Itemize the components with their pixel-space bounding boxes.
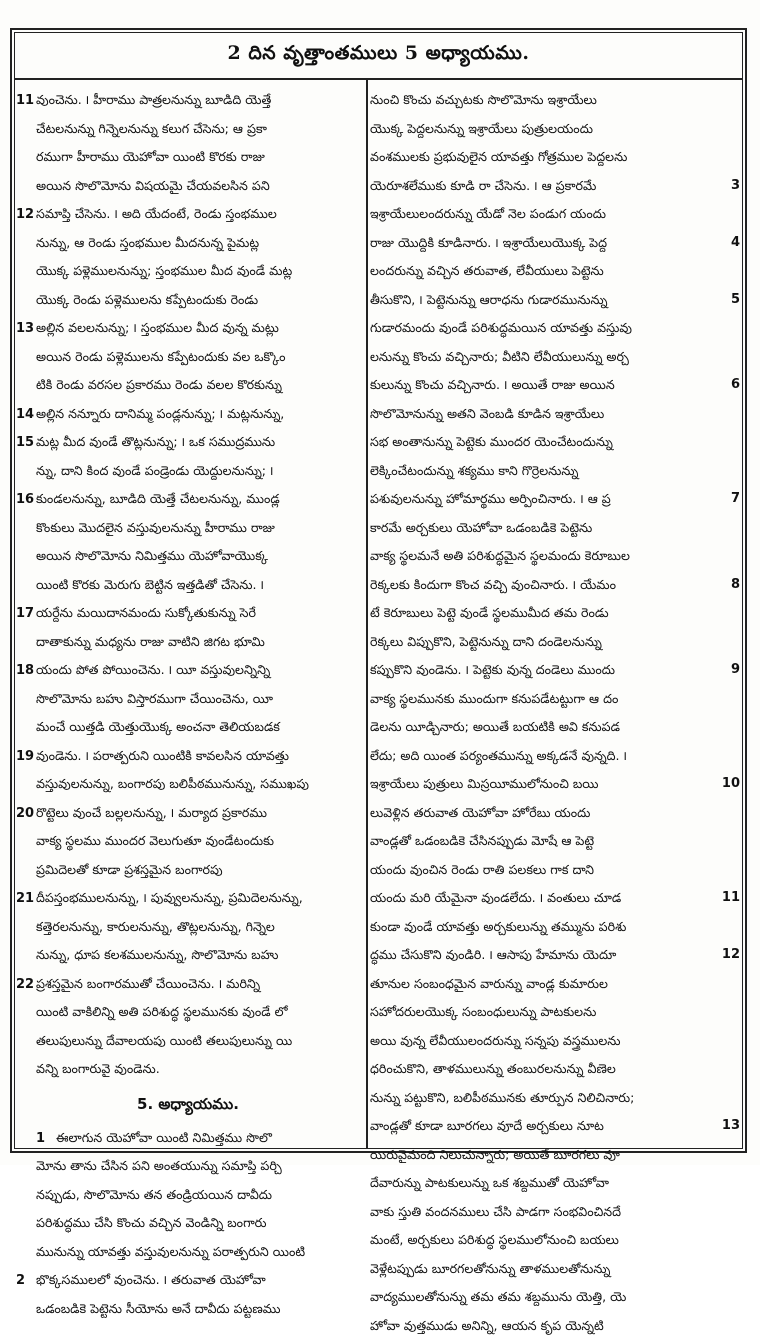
verse-text: రాజు యొద్దికి కూడినారు. ౹ ఇశ్రాయేలుయొక్క పెద్ద xyxy=(370,235,607,250)
verse-text: చేటలనున్ను గిన్నెలనున్ను కలుగ చేసెను; ఆ ప్రకా xyxy=(36,121,267,136)
text-line xyxy=(14,428,362,457)
text-line xyxy=(370,1112,740,1141)
text-line xyxy=(370,970,740,999)
verse-text: వుండెను. ౹ పరాత్పరుని యింటికి కావలసిన యావత్తు xyxy=(36,748,289,763)
verse-text: ప్రమిదెలతో కూడా ప్రశస్తమైన బంగారపు xyxy=(36,862,223,877)
verse-text: అల్లిన నన్నూరు దానిమ్మ పండ్లనున్ను; ౹ మట్లనున్ను, xyxy=(36,406,284,421)
verse-text: ఇశ్రాయేలులందరున్ను యేడో నెల పండుగ యందు xyxy=(370,206,606,221)
verse-text: మోను తాను చేసిన పని అంతయున్ను సమాప్తి పర్చి xyxy=(36,1158,282,1173)
text-line xyxy=(14,172,362,201)
verse-text: యొక్క పళ్లెములనున్ను; స్తంభముల మీద వుండే మట్ల xyxy=(36,263,292,278)
text-line xyxy=(14,913,362,942)
text-line xyxy=(370,827,740,856)
text-line xyxy=(14,713,362,742)
text-line xyxy=(370,1255,740,1284)
verse-text: యింటి కొరకు మెరుగు బెట్టిన ఇత్తడితో చేసెను. ౹ xyxy=(36,577,264,592)
verse-number: 15 xyxy=(16,429,36,458)
verse-text: పశువులనున్ను హోమార్థము అర్పించినారు. ౹ ఆ ప్ర xyxy=(370,491,611,506)
text-line xyxy=(370,314,740,343)
verse-text: దాతాకున్ను మధ్యను రాజు వాటిని జిగట భూమి xyxy=(36,634,265,649)
text-line xyxy=(370,200,740,229)
verse-text: మట్ల మీద వుండే తొట్లనున్ను; ౹ ఒక సముద్రమును xyxy=(36,434,275,449)
text-line xyxy=(370,1226,740,1255)
text-line xyxy=(370,571,740,600)
verse-number: 10 xyxy=(722,770,740,799)
verse-text: పరిశుద్ధము చేసి కొంచు వచ్చిన వెండిన్ని బంగారు xyxy=(36,1215,267,1230)
verse-text: టికి రెండు వరసల ప్రకారము రెండు వలల కొరకున్ను xyxy=(36,377,282,392)
verse-number: 9 xyxy=(731,656,740,685)
verse-number: 19 xyxy=(16,743,36,772)
verse-text: గుడారమందు వుండే పరిశుద్ధమయిన యావత్తు వస్తువు xyxy=(370,320,632,335)
text-line xyxy=(370,172,740,201)
verse-number: 5 xyxy=(731,286,740,315)
text-line xyxy=(370,1084,740,1113)
verse-text: వాండ్లతో కూడా బూరగలు వూదే అర్చకులు నూట xyxy=(370,1118,604,1133)
verse-number: 11 xyxy=(722,884,740,913)
text-line xyxy=(14,571,362,600)
verse-number: 13 xyxy=(722,1112,740,1141)
verse-text: డెలను యీడ్చినారు; అయితే బయటికి అవి కనుపడ xyxy=(370,719,620,734)
text-line xyxy=(14,1266,362,1295)
text-line xyxy=(370,770,740,799)
verse-text: వాక్య స్థలమునకు ముందుగా కనుపడేటట్టుగా ఆ దం xyxy=(370,691,618,706)
text-line xyxy=(370,1141,740,1170)
text-line xyxy=(370,343,740,372)
verse-number: 4 xyxy=(731,229,740,258)
verse-text: యర్దేను మయిదానమందు సుక్కోతుకున్ను సెరే xyxy=(36,605,256,620)
verse-number: 3 xyxy=(731,172,740,201)
verse-text: కారమే అర్చకులు యెహోవా ఒడంబడికె పెట్టెను xyxy=(370,520,592,535)
text-line xyxy=(370,1198,740,1227)
verse-text: వెళ్లేటప్పుడు బూరగలతోనున్ను తాళములతోనున్ను xyxy=(370,1261,610,1276)
text-line xyxy=(370,1055,740,1084)
verse-text: తీసుకొని, ౹ పెట్టెనున్ను ఆరాధను గుడారమునున్ను xyxy=(370,292,607,307)
verse-number: 16 xyxy=(16,486,36,515)
verse-text: దేవారున్ను పాటకులున్ను ఒక శబ్దముతో యెహోవా xyxy=(370,1175,609,1190)
text-line xyxy=(370,656,740,685)
text-line xyxy=(14,1295,362,1324)
verse-text: యొక్క రెండు పళ్లెములను కప్పేటందుకు రెండు xyxy=(36,292,258,307)
text-line xyxy=(370,542,740,571)
text-line xyxy=(370,143,740,172)
verse-number: 13 xyxy=(16,315,36,344)
verse-text: కప్పుకొని వుండెను. ౹ పెట్టెకు వున్న దండెలు ముందు xyxy=(370,662,615,677)
verse-text: యింటి వాకిలిన్ని అతి పరిశుద్ధ స్థలమునకు వుండే లో xyxy=(36,1004,288,1019)
text-line xyxy=(14,628,362,657)
text-line xyxy=(14,941,362,970)
verse-number: 12 xyxy=(722,941,740,970)
verse-text: ఈలాగున యెహోవా యింటి నిమిత్తము సొలొ xyxy=(56,1130,272,1145)
verse-text: అయిన సొలొమోను విషయమై చేయవలసిన పని xyxy=(36,178,270,193)
verse-text: సభ అంతానున్ను పెట్టెకు ముందర యెంచేటందున్ను xyxy=(370,434,613,449)
text-line xyxy=(370,1312,740,1340)
verse-text: లందరున్ను వచ్చిన తరువాత, లేవీయులు పెట్టెను xyxy=(370,263,604,278)
text-line xyxy=(14,143,362,172)
text-line xyxy=(370,1283,740,1312)
text-line xyxy=(14,343,362,372)
text-line xyxy=(370,229,740,258)
verse-number: 8 xyxy=(731,571,740,600)
verse-text: సొలొమోను బహు విస్తారముగా చేయించెను, యీ xyxy=(36,691,273,706)
verse-text: మంచే యిత్తడి యెత్తుయొక్క అంచనా తెలియబడక xyxy=(36,719,280,734)
page-title: 2 దిన వృత్తాంతములు 5 అధ్యాయము. xyxy=(14,32,743,80)
verse-text: యందు వుంచిన రెండు రాతి పలకలు గాక దాని xyxy=(370,862,594,877)
text-line xyxy=(14,1209,362,1238)
text-line xyxy=(14,884,362,913)
text-line xyxy=(14,1238,362,1267)
text-line xyxy=(14,1181,362,1210)
verse-number: 14 xyxy=(16,401,36,430)
verse-text: లువెళ్లిన తరువాత యెహోవా హోరేబు యందు xyxy=(370,805,590,820)
verse-number: 6 xyxy=(731,371,740,400)
text-line xyxy=(14,599,362,628)
verse-text: రెక్కలు విప్పుకొని, పెట్టెనున్ను దాని దండెలనున్ను xyxy=(370,634,602,649)
verse-text: తలుపులున్ను దేవాలయపు యింటి తలుపులున్ను యి xyxy=(36,1033,292,1048)
verse-text: యందు మరి యేమైనా వుండలేదు. ౹ వంతులు చూడ xyxy=(370,890,621,905)
verse-text: సహోదరులయొక్క సంబంధులున్ను పాటకులను xyxy=(370,1004,596,1019)
verse-number: 11 xyxy=(16,87,36,116)
verse-text: వంశములకు ప్రభువులైన యావత్తు గోత్రముల పెద్దలను xyxy=(370,149,627,164)
text-line xyxy=(14,685,362,714)
verse-text: యెరూశలేముకు కూడి రా చేసెను. ౹ ఆ ప్రకారమే xyxy=(370,178,596,193)
text-line xyxy=(370,428,740,457)
verse-text: అయి వున్న లేవీయులందరున్ను సన్నపు వస్త్రములను xyxy=(370,1033,621,1048)
text-line xyxy=(14,970,362,999)
verse-text: దీపస్తంభములనున్ను, ౹ పువ్వులనున్ను, ప్రమిదెలనున్ను, xyxy=(36,890,303,905)
text-line xyxy=(370,400,740,429)
verse-text: వన్ని బంగారువై వుండెను. xyxy=(36,1061,160,1076)
verse-number: 17 xyxy=(16,600,36,629)
text-line xyxy=(370,685,740,714)
text-line xyxy=(370,599,740,628)
verse-text: కొంకులు మొదలైన వస్తువులనున్ను హీరాము రాజు xyxy=(36,520,275,535)
verse-text: మంటే, అర్చకులు పరిశుద్ధ స్థలములోనుంచి బయలు xyxy=(370,1232,619,1247)
verse-text: వాద్యములతోనున్ను తమ తమ శబ్దమును యెత్తి, యె xyxy=(370,1289,626,1304)
text-line xyxy=(14,457,362,486)
text-line xyxy=(14,998,362,1027)
verse-text: భొక్కసములలో వుంచెను. ౹ తరువాత యెహోవా xyxy=(36,1272,266,1287)
chapter-heading: 5. అధ్యాయము. xyxy=(14,1084,362,1124)
verse-text: న్ను, దాని కింద వుండే పండ్రెండు యెద్దులనున్ను; ౹ xyxy=(36,463,273,478)
text-line xyxy=(14,742,362,771)
verse-text: ద్ధము చేసుకొని వుండిరి. ౹ ఆసాపు హేమాను యెదూ xyxy=(370,947,616,962)
verse-number: 20 xyxy=(16,800,36,829)
text-line xyxy=(370,1169,740,1198)
verse-text: నున్ను, ధూప కలశములనున్ను, సొలొమోను బహు xyxy=(36,947,278,962)
verse-text: లనున్ను కొంచు వచ్చినారు; వీటిని లేవీయులున్ను అర్చ xyxy=(370,349,629,364)
text-line xyxy=(14,200,362,229)
text-line xyxy=(370,86,740,115)
text-line xyxy=(370,884,740,913)
verse-text: అయిన సొలొమోను నిమిత్తము యెహోవాయొక్క xyxy=(36,548,268,563)
verse-number: 1 xyxy=(36,1125,56,1154)
text-line xyxy=(370,628,740,657)
verse-text: కుండలనున్ను, బూడిది యెత్తే చేటలనున్ను, ముండ్ల xyxy=(36,491,280,506)
verse-text: ధరించుకొని, తాళములున్ను తంబురలనున్ను వీణెల xyxy=(370,1061,616,1076)
verse-number: 12 xyxy=(16,201,36,230)
text-line xyxy=(370,514,740,543)
verse-text: నుంచి కొంచు వచ్చుటకు సొలొమోను ఇశ్రాయేలు xyxy=(370,92,597,107)
verse-text: రెక్కలకు కిందుగా కొంచ వచ్చి వుంచినారు. ౹ యేమం xyxy=(370,577,616,592)
column-divider xyxy=(366,80,368,1149)
text-line xyxy=(14,542,362,571)
text-line xyxy=(14,286,362,315)
verse-text: సమాప్తి చేసెను. ౹ అది యేదంటే, రెండు స్తంభముల xyxy=(36,206,277,221)
text-line xyxy=(370,998,740,1027)
verse-text: లెక్కించేటందున్ను శక్యము కాని గొర్రెలనున్ను xyxy=(370,463,578,478)
verse-text: వాకు స్తుతి వందనములు చేసి పాడగా సంభవించినదే xyxy=(370,1204,621,1219)
verse-text: కులున్ను కొంచు వచ్చినారు. ౹ అయితే రాజు అయిన xyxy=(370,377,615,392)
text-line xyxy=(370,485,740,514)
text-line xyxy=(370,742,740,771)
verse-text: ప్రశస్తమైన బంగారముతో చేయించెను. ౹ మరిన్ని xyxy=(36,976,260,991)
verse-number: 2 xyxy=(16,1267,36,1296)
verse-text: కత్తెరలనున్ను, కారులనున్ను, తొట్లలనున్ను, గిన్నెల xyxy=(36,919,275,934)
verse-text: వాక్య స్థలమనే అతి పరిశుద్ధమైన స్థలమందు కెరూబుల xyxy=(370,548,630,563)
verse-text: యొక్క పెద్దలనున్ను ఇశ్రాయేలు పుత్రులయందు xyxy=(370,121,593,136)
verse-text: యిరువైమంది నిలుచున్నారు; అయితే బూరగలు వూ xyxy=(370,1147,620,1162)
verse-number: 21 xyxy=(16,885,36,914)
verse-text: తూనుల సంబంధమైన వారున్ను వాండ్ల కుమారుల xyxy=(370,976,608,991)
text-line xyxy=(14,514,362,543)
text-line xyxy=(14,656,362,685)
text-line xyxy=(14,827,362,856)
verse-text: అయిన రెండు పళ్లెములను కప్పేటందుకు వల ఒక్కొం xyxy=(36,349,285,364)
verse-text: వాండ్లతో ఒడంబడికె చేసినప్పుడు మోషే ఆ పెట్టె xyxy=(370,833,594,848)
text-line xyxy=(14,229,362,258)
text-line xyxy=(370,1027,740,1056)
verse-text: కుండా వుండే యావత్తు అర్చకులున్ను తమ్మును పరిశు xyxy=(370,919,626,934)
text-line xyxy=(370,799,740,828)
text-line xyxy=(370,941,740,970)
left-column xyxy=(14,86,362,1147)
text-line xyxy=(370,286,740,315)
text-line xyxy=(14,799,362,828)
verse-number: 22 xyxy=(16,971,36,1000)
text-line xyxy=(14,856,362,885)
text-line xyxy=(370,371,740,400)
verse-text: యందు పోత పోయించెను. ౹ యీ వస్తువులన్నిన్ని xyxy=(36,662,270,677)
verse-text: మునున్ను యావత్తు వస్తువులనున్ను పరాత్పరుని యింటి xyxy=(36,1244,305,1259)
verse-text: లేదు; అది యింత పర్యంతమున్ను అక్కడనే వున్నది. ౹ xyxy=(370,748,627,763)
verse-text: టే కెరూబులు పెట్టె వుండే స్థలముమీద తమ రెండు xyxy=(370,605,609,620)
verse-text: నున్ను, ఆ రెండు స్తంభముల మీదనున్న పైమట్ల xyxy=(36,235,259,250)
right-column xyxy=(370,86,740,1147)
text-line xyxy=(370,713,740,742)
text-line xyxy=(14,1152,362,1181)
text-line xyxy=(14,770,362,799)
text-line xyxy=(370,913,740,942)
verse-text: రముగా హీరాము యెహోవా యింటి కొరకు రాజు xyxy=(36,149,265,164)
text-line xyxy=(370,856,740,885)
text-line xyxy=(370,115,740,144)
text-line xyxy=(14,485,362,514)
text-line xyxy=(14,1027,362,1056)
text-line xyxy=(14,400,362,429)
verse-text: రొట్టెలు వుంచే బల్లలనున్ను, ౹ మర్యాద ప్రకారము xyxy=(36,805,267,820)
text-line xyxy=(370,457,740,486)
text-line xyxy=(14,115,362,144)
verse-text: హోవా వుత్తముడు అనిన్ని, ఆయన కృప యెన్నటి xyxy=(370,1318,604,1333)
text-line xyxy=(14,86,362,115)
text-line xyxy=(14,257,362,286)
verse-text: వస్తువులనున్ను, బంగారపు బలిపీఠమునున్ను, సముఖపు xyxy=(36,776,309,791)
verse-text: నప్పుడు, సొలొమోను తన తండ్రియయిన దావీదు xyxy=(36,1187,272,1202)
text-line xyxy=(14,1055,362,1084)
verse-text: ఒడంబడికె పెట్టెను సీయోను అనే దావీదు పట్టణము xyxy=(36,1301,280,1316)
verse-text: అల్లిన వలలనున్ను; ౹ స్తంభముల మీద వున్న మట్లు xyxy=(36,320,279,335)
text-line xyxy=(14,371,362,400)
verse-number: 7 xyxy=(731,485,740,514)
verse-text: వాక్య స్థలము ముందర వెలుగుతూ వుండేటందుకు xyxy=(36,833,274,848)
verse-text: వుంచెను. ౹ హీరాము పాత్రలనున్ను బూడిది యెత్తే xyxy=(36,92,271,107)
verse-text: ఇశ్రాయేలు పుత్రులు మిస్రయీములోనుంచి బయి xyxy=(370,776,599,791)
text-line xyxy=(370,257,740,286)
verse-text: నున్ను పట్టుకొని, బలిపీఠమునకు తూర్పున నిలిచినారు; xyxy=(370,1090,634,1105)
text-line xyxy=(14,314,362,343)
text-line xyxy=(14,1124,362,1153)
verse-number: 18 xyxy=(16,657,36,686)
verse-text: సొలొమోనున్ను అతని వెంబడి కూడిన ఇశ్రాయేలు xyxy=(370,406,604,421)
